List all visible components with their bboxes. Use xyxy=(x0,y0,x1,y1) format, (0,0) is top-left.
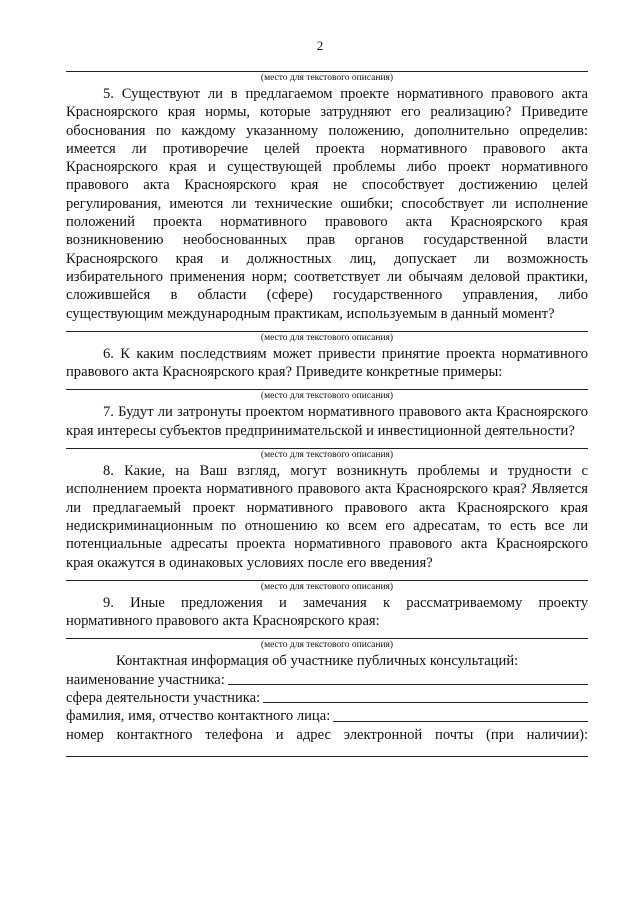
question-9: 9. Иные предложения и замечания к рассматриваемому проекту нормативного правового акта Красноярского края: xyxy=(66,594,588,630)
contact-heading: Контактная информация об участнике публичных консультаций: xyxy=(116,653,519,670)
question-8: 8. Какие, на Ваш взгляд, могут возникнуть проблемы и трудности с исполнением проекта нормативного правового акта Красноярского края? Является ли предлагаемый проект нормативного правового акта Красноярского края недискриминационным по отношению ко всем его адресатам, то есть все ли потенциальные адресаты проекта нормативного правового акта Красноярского края окажутся в одинаковых условиях после его введения? xyxy=(66,463,588,571)
question-7: 7. Будут ли затронуты проектом нормативного правового акта Красноярского края интересы субъектов предпринимательской и инвестиционной деятельности? xyxy=(66,404,588,439)
answer-caption: (место для текстового описания) xyxy=(260,391,394,402)
questionnaire xyxy=(66,71,588,757)
activity-sphere-label: сфера деятельности участника: xyxy=(66,690,261,707)
contact-person-line[interactable] xyxy=(333,721,588,722)
answer-caption: (место для текстового описания) xyxy=(260,450,394,461)
participant-name-line[interactable] xyxy=(228,684,588,685)
participant-name-label: наименование участника: xyxy=(66,671,225,688)
phone-email-label: номер контактного телефона и адрес электронной почты (при наличии): xyxy=(66,726,588,743)
page-number: 2 xyxy=(316,38,324,53)
participant-name-field[interactable] xyxy=(66,671,588,689)
activity-sphere-field[interactable] xyxy=(66,689,588,707)
answer-caption: (место для текстового описания) xyxy=(260,640,394,651)
answer-caption: (место для текстового описания) xyxy=(260,332,394,343)
phone-email-line[interactable] xyxy=(66,744,588,757)
contact-person-field[interactable] xyxy=(66,707,588,725)
question-6: 6. К каким последствиям может привести принятие проекта нормативного правового акта Красноярского края? Приведите конкретные примеры: xyxy=(66,345,588,381)
answer-caption: (место для текстового описания) xyxy=(260,581,394,592)
contact-person-label: фамилия, имя, отчество контактного лица: xyxy=(66,708,331,725)
activity-sphere-line[interactable] xyxy=(263,702,588,703)
answer-caption: (место для текстового описания) xyxy=(260,73,394,83)
question-5: 5. Существуют ли в предлагаемом проекте нормативного правового акта Красноярского края нормы, которые затрудняют его реализацию? Приведите обоснования по каждому указанному положению, дополнительно определив: имеется ли противоречие целей проекта нормативного правового акта Красноярского края и существующей проблемы либо проект нормативного правового акта Красноярского края не способствует достижению целей регулирования, имеются ли технические ошибки; способствует ли исполнение положений проекта нормативного правового акта Красноярского края возникновению необоснованных прав органов государственной власти Красноярского края и должностных лиц, допускает ли возможность избирательного применения норм; соответствует ли обычаям деловой практики, сложившейся в области (сфере) государственного управления, либо существующим международным практикам, используемым в данный момент? xyxy=(66,86,588,322)
